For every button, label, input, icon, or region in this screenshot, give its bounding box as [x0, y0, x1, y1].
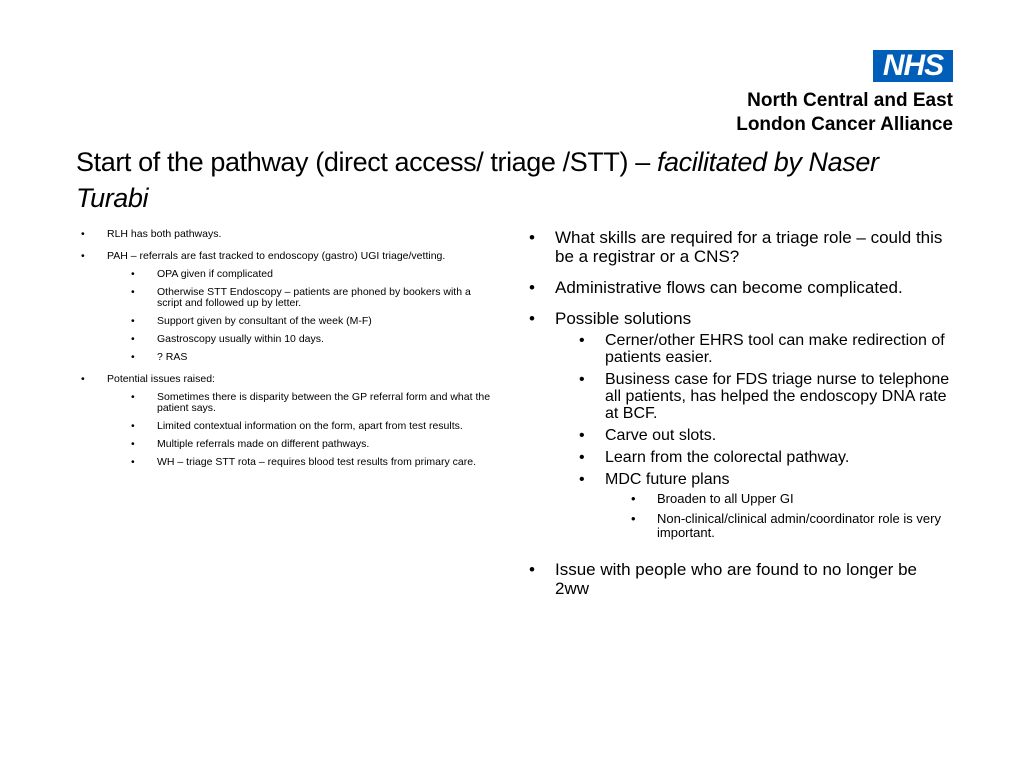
sub-list-item: [76, 352, 496, 363]
bullet-icon: •: [579, 332, 585, 349]
sub-list-item: [76, 334, 496, 345]
sub-sub-list-item: [524, 512, 954, 540]
sub-list-item: [524, 371, 954, 422]
sub-list-item: [76, 287, 496, 309]
list-item: [524, 560, 954, 598]
bullet-icon: •: [579, 371, 585, 388]
sub-list-item: [76, 269, 496, 280]
sub-list-item: [76, 421, 496, 432]
sub-list-item: [524, 449, 954, 466]
list-item-text: Otherwise STT Endoscopy – patients are phoned by bookers with a script and followed up by letter.: [157, 286, 471, 309]
list-item-text: ? RAS: [157, 351, 188, 363]
bullet-icon: •: [529, 278, 535, 297]
nhs-logo: NHS: [873, 50, 953, 82]
bullet-icon: •: [131, 438, 135, 450]
bullet-icon: •: [81, 228, 85, 240]
bullet-icon: •: [131, 286, 135, 298]
list-item-text: Carve out slots.: [605, 427, 717, 444]
list-item-text: WH – triage STT rota – requires blood test results from primary care.: [157, 456, 476, 468]
list-item-text: Learn from the colorectal pathway.: [605, 449, 850, 466]
list-item: [76, 229, 496, 240]
slide-title: [76, 144, 956, 216]
sub-list: [76, 269, 496, 363]
sub-sub-list-item: [524, 492, 954, 506]
title-facilitator: facilitated by Naser Turabi: [76, 147, 879, 213]
list-item-text: Potential issues raised:: [107, 373, 215, 385]
list-item-text: Cerner/other EHRS tool can make redirection of patients easier.: [605, 332, 945, 366]
sub-list-item: [76, 316, 496, 327]
bullet-icon: •: [131, 333, 135, 345]
bullet-icon: •: [579, 449, 585, 466]
sub-sub-list: [524, 492, 954, 540]
list-item-text: PAH – referrals are fast tracked to endoscopy (gastro) UGI triage/vetting.: [107, 250, 446, 262]
bullet-icon: •: [131, 456, 135, 468]
list-item-text: Possible solutions: [555, 309, 692, 328]
list-item-text: What skills are required for a triage role – could this be a registrar or a CNS?: [555, 228, 943, 266]
bullet-icon: •: [81, 250, 85, 262]
bullet-icon: •: [131, 351, 135, 363]
org-line-2: London Cancer Alliance: [736, 114, 953, 135]
title-main: Start of the pathway (direct access/ triage /STT) –: [76, 147, 657, 177]
list-item-text: OPA given if complicated: [157, 268, 273, 280]
bullet-icon: •: [131, 420, 135, 432]
list-item-text: Broaden to all Upper GI: [657, 491, 794, 506]
right-bullet-list: [524, 228, 954, 610]
list-item: [76, 251, 496, 363]
sub-list-item: [76, 392, 496, 414]
list-item: [76, 374, 496, 468]
sub-list-item: [76, 439, 496, 450]
bullet-icon: •: [131, 391, 135, 403]
org-line-1: North Central and East: [747, 90, 953, 111]
list-item-text: Business case for FDS triage nurse to telephone all patients, has helped the endoscopy DNA rate at BCF.: [605, 371, 950, 422]
sub-list-item: [524, 427, 954, 444]
sub-list-item: [76, 457, 496, 468]
bullet-icon: •: [529, 228, 535, 247]
bullet-icon: •: [81, 373, 85, 385]
left-bullet-list: [76, 229, 496, 479]
list-item-text: Administrative flows can become complicated.: [555, 278, 903, 297]
list-item-text: Limited contextual information on the form, apart from test results.: [157, 420, 463, 432]
list-item: [524, 278, 954, 297]
bullet-icon: •: [529, 560, 535, 579]
list-item-text: MDC future plans: [605, 471, 730, 488]
sub-list-item: [524, 332, 954, 366]
sub-list-item: [524, 471, 954, 540]
sub-list: [76, 392, 496, 468]
bullet-icon: •: [529, 309, 535, 328]
list-item-text: Multiple referrals made on different pathways.: [157, 438, 370, 450]
bullet-icon: •: [631, 511, 636, 526]
list-item-text: Sometimes there is disparity between the GP referral form and what the patient says.: [157, 391, 491, 414]
bullet-icon: •: [131, 268, 135, 280]
list-item: [524, 309, 954, 540]
list-item-text: Gastroscopy usually within 10 days.: [157, 333, 324, 345]
sub-list: [524, 332, 954, 540]
organisation-name: [736, 89, 953, 137]
bullet-icon: •: [579, 427, 585, 444]
list-item-text: Non-clinical/clinical admin/coordinator role is very important.: [657, 511, 941, 540]
list-item-text: RLH has both pathways.: [107, 228, 222, 240]
list-item-text: Issue with people who are found to no longer be 2ww: [555, 560, 917, 598]
list-item-text: Support given by consultant of the week (M-F): [157, 315, 372, 327]
bullet-icon: •: [579, 471, 585, 488]
bullet-icon: •: [131, 315, 135, 327]
bullet-icon: •: [631, 491, 636, 506]
list-item: [524, 228, 954, 266]
